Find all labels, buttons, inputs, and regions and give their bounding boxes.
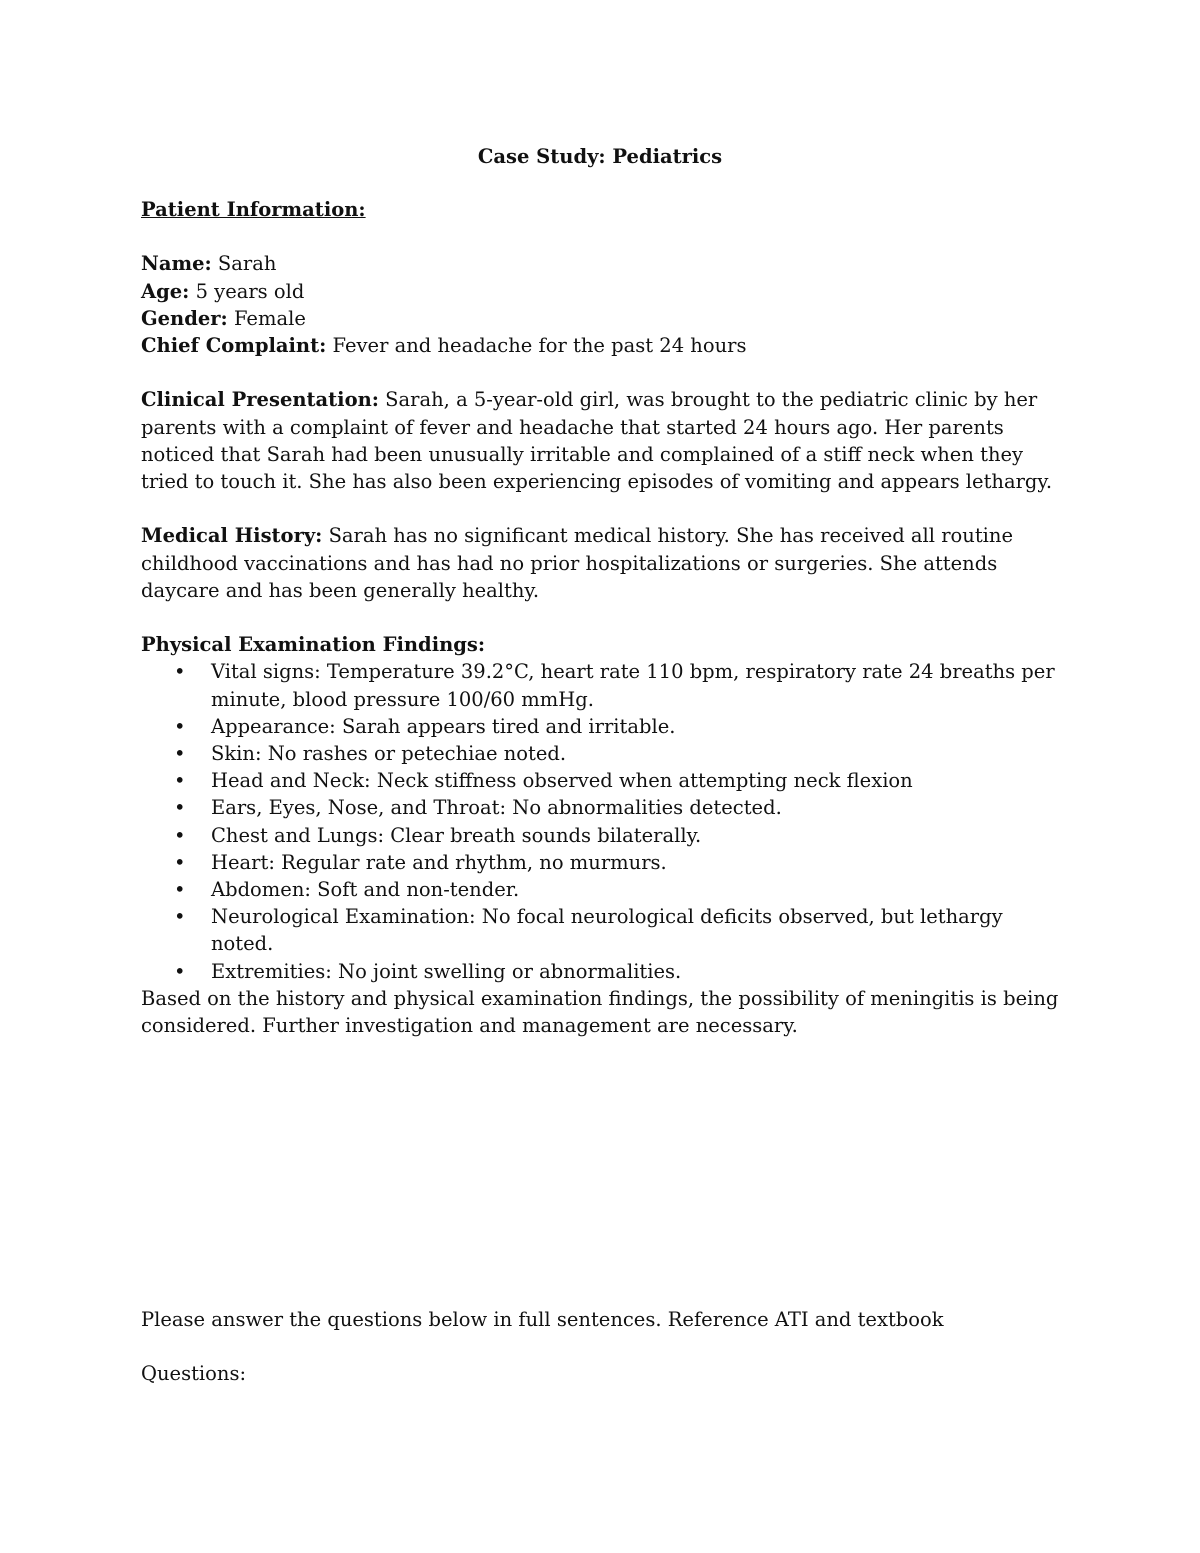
name-value: Sarah [211,252,277,276]
spacer [141,604,1061,631]
bullet-icon: • [174,905,186,929]
bullet-icon: • [174,660,186,684]
bullet-icon: • [174,796,186,820]
history-label: Medical History: [141,524,323,548]
bullet-icon: • [174,850,186,874]
document-title: Case Study: Pediatrics [477,145,723,168]
spacer [141,495,1061,522]
list-item [141,958,1061,985]
finding-text: Heart: Regular rate and rhythm, no murmurs. [211,850,667,874]
clinical-text: Sarah, a 5-year-old girl, was brought to the pediatric clinic by her parents with a complaint of fever and headache that started 24 hours ago. Her parents noticed that Sarah had been unusually irritable and complained of a stiff neck when they tried to touch it. She has also been experiencing episodes of vomiting and appears lethargy. [141,388,1053,493]
exam-findings-list [141,658,1061,984]
list-item [141,876,1061,903]
list-item [141,740,1061,767]
questions-section [141,1306,1061,1387]
patient-info-heading: Patient Information: [141,198,366,221]
bullet-icon: • [174,823,186,847]
clinical-presentation-paragraph [141,386,1061,495]
finding-text: Vital signs: Temperature 39.2°C, heart rate 110 bpm, respiratory rate 24 breaths per minute, blood pressure 100/60 mmHg. [211,660,1055,711]
list-item [141,849,1061,876]
clinical-label: Clinical Presentation: [141,388,379,412]
age-label: Age: [141,279,190,303]
exam-findings-heading: Physical Examination Findings: [141,633,486,657]
patient-name-line [141,250,1061,277]
gender-value: Female [227,306,306,330]
bullet-icon: • [174,769,186,793]
finding-text: Appearance: Sarah appears tired and irritable. [211,714,676,738]
history-text: Sarah has no significant medical history. She has received all routine childhood vaccinations and has had no prior hospitalizations or surgeries. She attends daycare and has been generally healthy. [141,524,1014,602]
bullet-icon: • [174,878,186,902]
spacer [141,359,1061,386]
questions-label: Questions: [141,1362,247,1385]
finding-text: Chest and Lungs: Clear breath sounds bilaterally. [211,823,702,847]
spacer [141,223,1061,250]
age-value: 5 years old [189,279,305,303]
list-item [141,794,1061,821]
bullet-icon: • [174,959,186,983]
finding-text: Ears, Eyes, Nose, and Throat: No abnormalities detected. [211,796,782,820]
finding-text: Skin: No rashes or petechiae noted. [211,742,567,765]
finding-text: Abdomen: Soft and non-tender. [211,878,520,902]
name-label: Name: [141,252,212,276]
list-item [141,903,1061,957]
list-item [141,822,1061,849]
list-item [141,767,1061,794]
medical-history-paragraph [141,522,1061,604]
finding-text: Neurological Examination: No focal neurological deficits observed, but lethargy noted. [211,905,1003,956]
instructions-text: Please answer the questions below in full sentences. Reference ATI and textbook [141,1308,944,1331]
list-item [141,713,1061,740]
list-item [141,658,1061,712]
gender-label: Gender: [141,306,228,330]
patient-gender-line [141,305,1061,332]
exam-conclusion-paragraph: Based on the history and physical examination findings, the possibility of meningitis is being considered. Further investigation and management are necessary. [141,986,1059,1038]
patient-age-line [141,278,1061,305]
finding-text: Extremities: No joint swelling or abnormalities. [211,959,682,983]
bullet-icon: • [174,714,186,738]
finding-text: Head and Neck: Neck stiffness observed when attempting neck flexion [211,769,913,793]
chief-complaint-line [141,332,1061,359]
bullet-icon: • [174,742,186,765]
document-body [141,196,1061,1039]
complaint-value: Fever and headache for the past 24 hours [326,334,747,357]
complaint-label: Chief Complaint: [141,334,327,357]
